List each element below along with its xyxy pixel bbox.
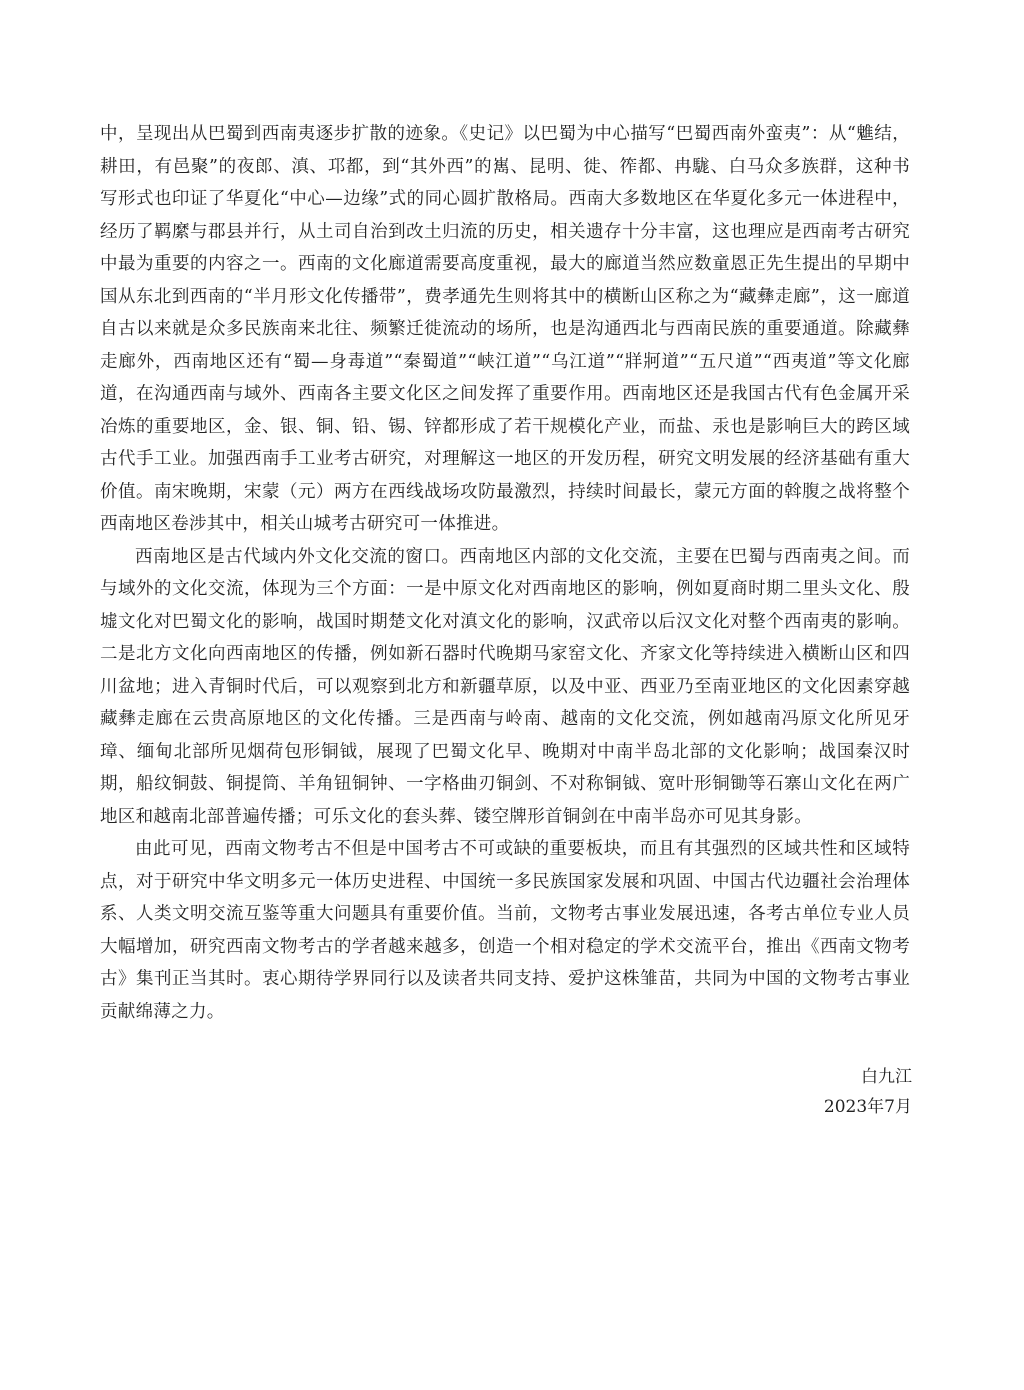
paragraph-1: 中，呈现出从巴蜀到西南夷逐步扩散的迹象。《史记》以巴蜀为中心描写“巴蜀西南外蛮夷”：从“魋结，耕田，有邑聚”的夜郎、滇、邛都，到“其外西”的嶲、昆明、徙、筰都、冉駹、白马众多族群，这种书写形式也印证了华夏化“中心—边缘”式的同心圆扩散格局。西南大多数地区在华夏化多元一体进程中，经历了羁縻与郡县并行，从土司自治到改土归流的历史，相关遗存十分丰富，这也理应是西南考古研究中最为重要的内容之一。西南的文化廊道需要高度重视，最大的廊道当然应数童恩正先生提出的早期中国从东北到西南的“半月形文化传播带”，费孝通先生则将其中的横断山区称之为“藏彝走廊”，这一廊道自古以来就是众多民族南来北往、频繁迁徙流动的场所，也是沟通西北与西南民族的重要通道。除藏彝走廊外，西南地区还有“蜀—身毒道”“秦蜀道”“峡江道”“乌江道”“牂牁道”“五尺道”“西夷道”等文化廊道，在沟通西南与域外、西南各主要文化区之间发挥了重要作用。西南地区还是我国古代有色金属开采冶炼的重要地区，金、银、铜、铅、锡、锌都形成了若干规模化产业，而盐、汞也是影响巨大的跨区域古代手工业。加强西南手工业考古研究，对理解这一地区的开发历程，研究文明发展的经济基础有重大价值。南宋晚期，宋蒙（元）两方在西线战场攻防最激烈，持续时间最长，蒙元方面的斡腹之战将整个西南地区卷涉其中，相关山城考古研究可一体推进。 [100, 124, 910, 534]
signature-date: 2023年7月 [823, 1097, 912, 1117]
author-name: 白九江 [861, 1067, 912, 1087]
paragraph-2: 西南地区是古代域内外文化交流的窗口。西南地区内部的文化交流，主要在巴蜀与西南夷之间。而与域外的文化交流，体现为三个方面：一是中原文化对西南地区的影响，例如夏商时期二里头文化、殷墟文化对巴蜀文化的影响，战国时期楚文化对滇文化的影响，汉武帝以后汉文化对整个西南夷的影响。二是北方文化向西南地区的传播，例如新石器时代晚期马家窑文化、齐家文化等持续进入横断山区和四川盆地；进入青铜时代后，可以观察到北方和新疆草原，以及中亚、西亚乃至南亚地区的文化因素穿越藏彝走廊在云贵高原地区的文化传播。三是西南与岭南、越南的文化交流，例如越南冯原文化所见牙璋、缅甸北部所见烟荷包形铜钺，展现了巴蜀文化早、晚期对中南半岛北部的文化影响；战国秦汉时期，船纹铜鼓、铜提筒、羊角钮铜钟、一字格曲刃铜剑、不对称铜钺、宽叶形铜锄等石寨山文化在两广地区和越南北部普遍传播；可乐文化的套头葬、镂空牌形首铜剑在中南半岛亦可见其身影。 [100, 546, 910, 827]
paragraph-3: 由此可见，西南文物考古不但是中国考古不可或缺的重要板块，而且有其强烈的区域共性和区域特点，对于研究中华文明多元一体历史进程、中国统一多民族国家发展和巩固、中国古代边疆社会治理体系、人类文明交流互鉴等重大问题具有重要价值。当前，文物考古事业发展迅速，各考古单位专业人员大幅增加，研究西南文物考古的学者越来越多，创造一个相对稳定的学术交流平台，推出《西南文物考古》集刊正当其时。衷心期待学界同行以及读者共同支持、爱护这株雏苗，共同为中国的文物考古事业贡献绵薄之力。 [100, 839, 910, 1022]
signature-block [824, 1062, 912, 1122]
body-text [100, 118, 910, 1028]
